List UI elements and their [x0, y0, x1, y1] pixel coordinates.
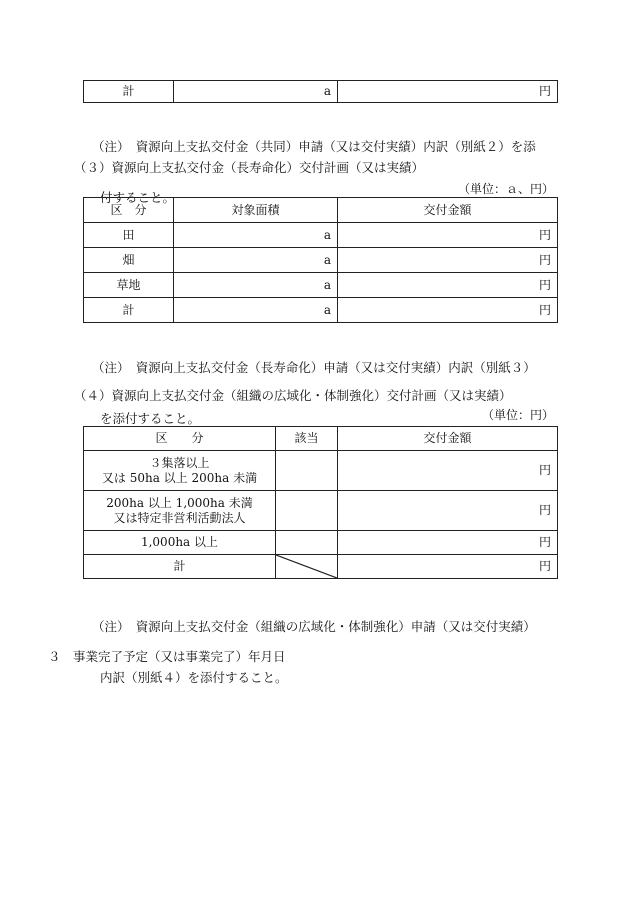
s3-row-area: a — [174, 298, 338, 323]
s4-row-amount: 円 — [338, 451, 558, 491]
table-row — [84, 491, 558, 531]
section3-unit: （単位：ａ、円） — [457, 182, 554, 196]
table-row — [84, 298, 558, 323]
s4-total-diagonal-cell — [276, 555, 338, 579]
table-row — [84, 223, 558, 248]
note-3-line1: （注） 資源向上支払交付金（長寿命化）申請（又は交付実績）内訳（別紙３） — [92, 360, 536, 375]
s4-row-amount: 円 — [338, 531, 558, 555]
s4-row-label — [84, 451, 276, 491]
s3-row-amount: 円 — [338, 298, 558, 323]
note-4-line1: （注） 資源向上支払交付金（組織の広域化・体制強化）申請（又は交付実績） — [92, 619, 536, 634]
item3-completion-date: ３ 事業完了予定（又は事業完了）年月日 — [48, 649, 286, 664]
s4-header-amount: 交付金額 — [338, 427, 558, 451]
s3-row-amount: 円 — [338, 223, 558, 248]
s4-row-applicable — [276, 531, 338, 555]
s3-row-area: a — [174, 223, 338, 248]
s3-row-area: a — [174, 248, 338, 273]
s4-row-label-line1: 200ha 以上 1,000ha 未満 — [106, 495, 253, 510]
note-4 — [92, 584, 536, 703]
s4-header-applicable: 該当 — [276, 427, 338, 451]
table-row — [84, 555, 558, 579]
s3-row-label: 畑 — [84, 248, 174, 273]
s4-row-label-line2: 又は 50ha 以上 200ha 未満 — [101, 470, 258, 485]
table-row — [84, 248, 558, 273]
note-4-line2: 内訳（別紙４）を添付すること。 — [100, 670, 288, 685]
s3-row-amount: 円 — [338, 248, 558, 273]
section4-table — [83, 426, 558, 579]
total-label: 計 — [84, 81, 174, 103]
s3-row-label: 計 — [84, 298, 174, 323]
s3-header-amount: 交付金額 — [338, 198, 558, 223]
total-area: a — [174, 81, 338, 103]
section3-table — [83, 197, 558, 323]
s3-row-label: 田 — [84, 223, 174, 248]
section4-heading: （４）資源向上支払交付金（組織の広域化・体制強化）交付計画（又は実績） — [74, 388, 512, 403]
note-1-line1: （注） 資源向上支払交付金（共同）申請（又は交付実績）内訳（別紙２）を添 — [92, 139, 536, 154]
s4-row-label: 計 — [84, 555, 276, 579]
s4-row-label-line2: 又は特定非営利活動法人 — [113, 510, 246, 525]
s4-row-amount: 円 — [338, 555, 558, 579]
table-row — [84, 273, 558, 298]
s4-row-label: 1,000ha 以上 — [84, 531, 276, 555]
s4-row-amount: 円 — [338, 491, 558, 531]
s3-header-category: 区 分 — [84, 198, 174, 223]
top-total-table — [83, 80, 558, 103]
total-amount: 円 — [338, 81, 558, 103]
s4-header-category: 区 分 — [84, 427, 276, 451]
section4-unit: （単位：円） — [481, 408, 554, 422]
table-row — [84, 451, 558, 491]
s4-row-label-line1: ３集落以上 — [149, 455, 210, 470]
table-row — [84, 531, 558, 555]
s3-row-label: 草地 — [84, 273, 174, 298]
s3-row-area: a — [174, 273, 338, 298]
s3-row-amount: 円 — [338, 273, 558, 298]
section3-heading: （３）資源向上支払交付金（長寿命化）交付計画（又は実績） — [74, 160, 425, 175]
s4-row-applicable — [276, 491, 338, 531]
s4-row-label — [84, 491, 276, 531]
note-1-line2: 付すること。 — [100, 190, 176, 205]
s4-row-applicable — [276, 451, 338, 491]
diagonal-line — [276, 555, 337, 578]
note-3-line2: を添付すること。 — [100, 411, 201, 426]
s3-header-area: 対象面積 — [174, 198, 338, 223]
